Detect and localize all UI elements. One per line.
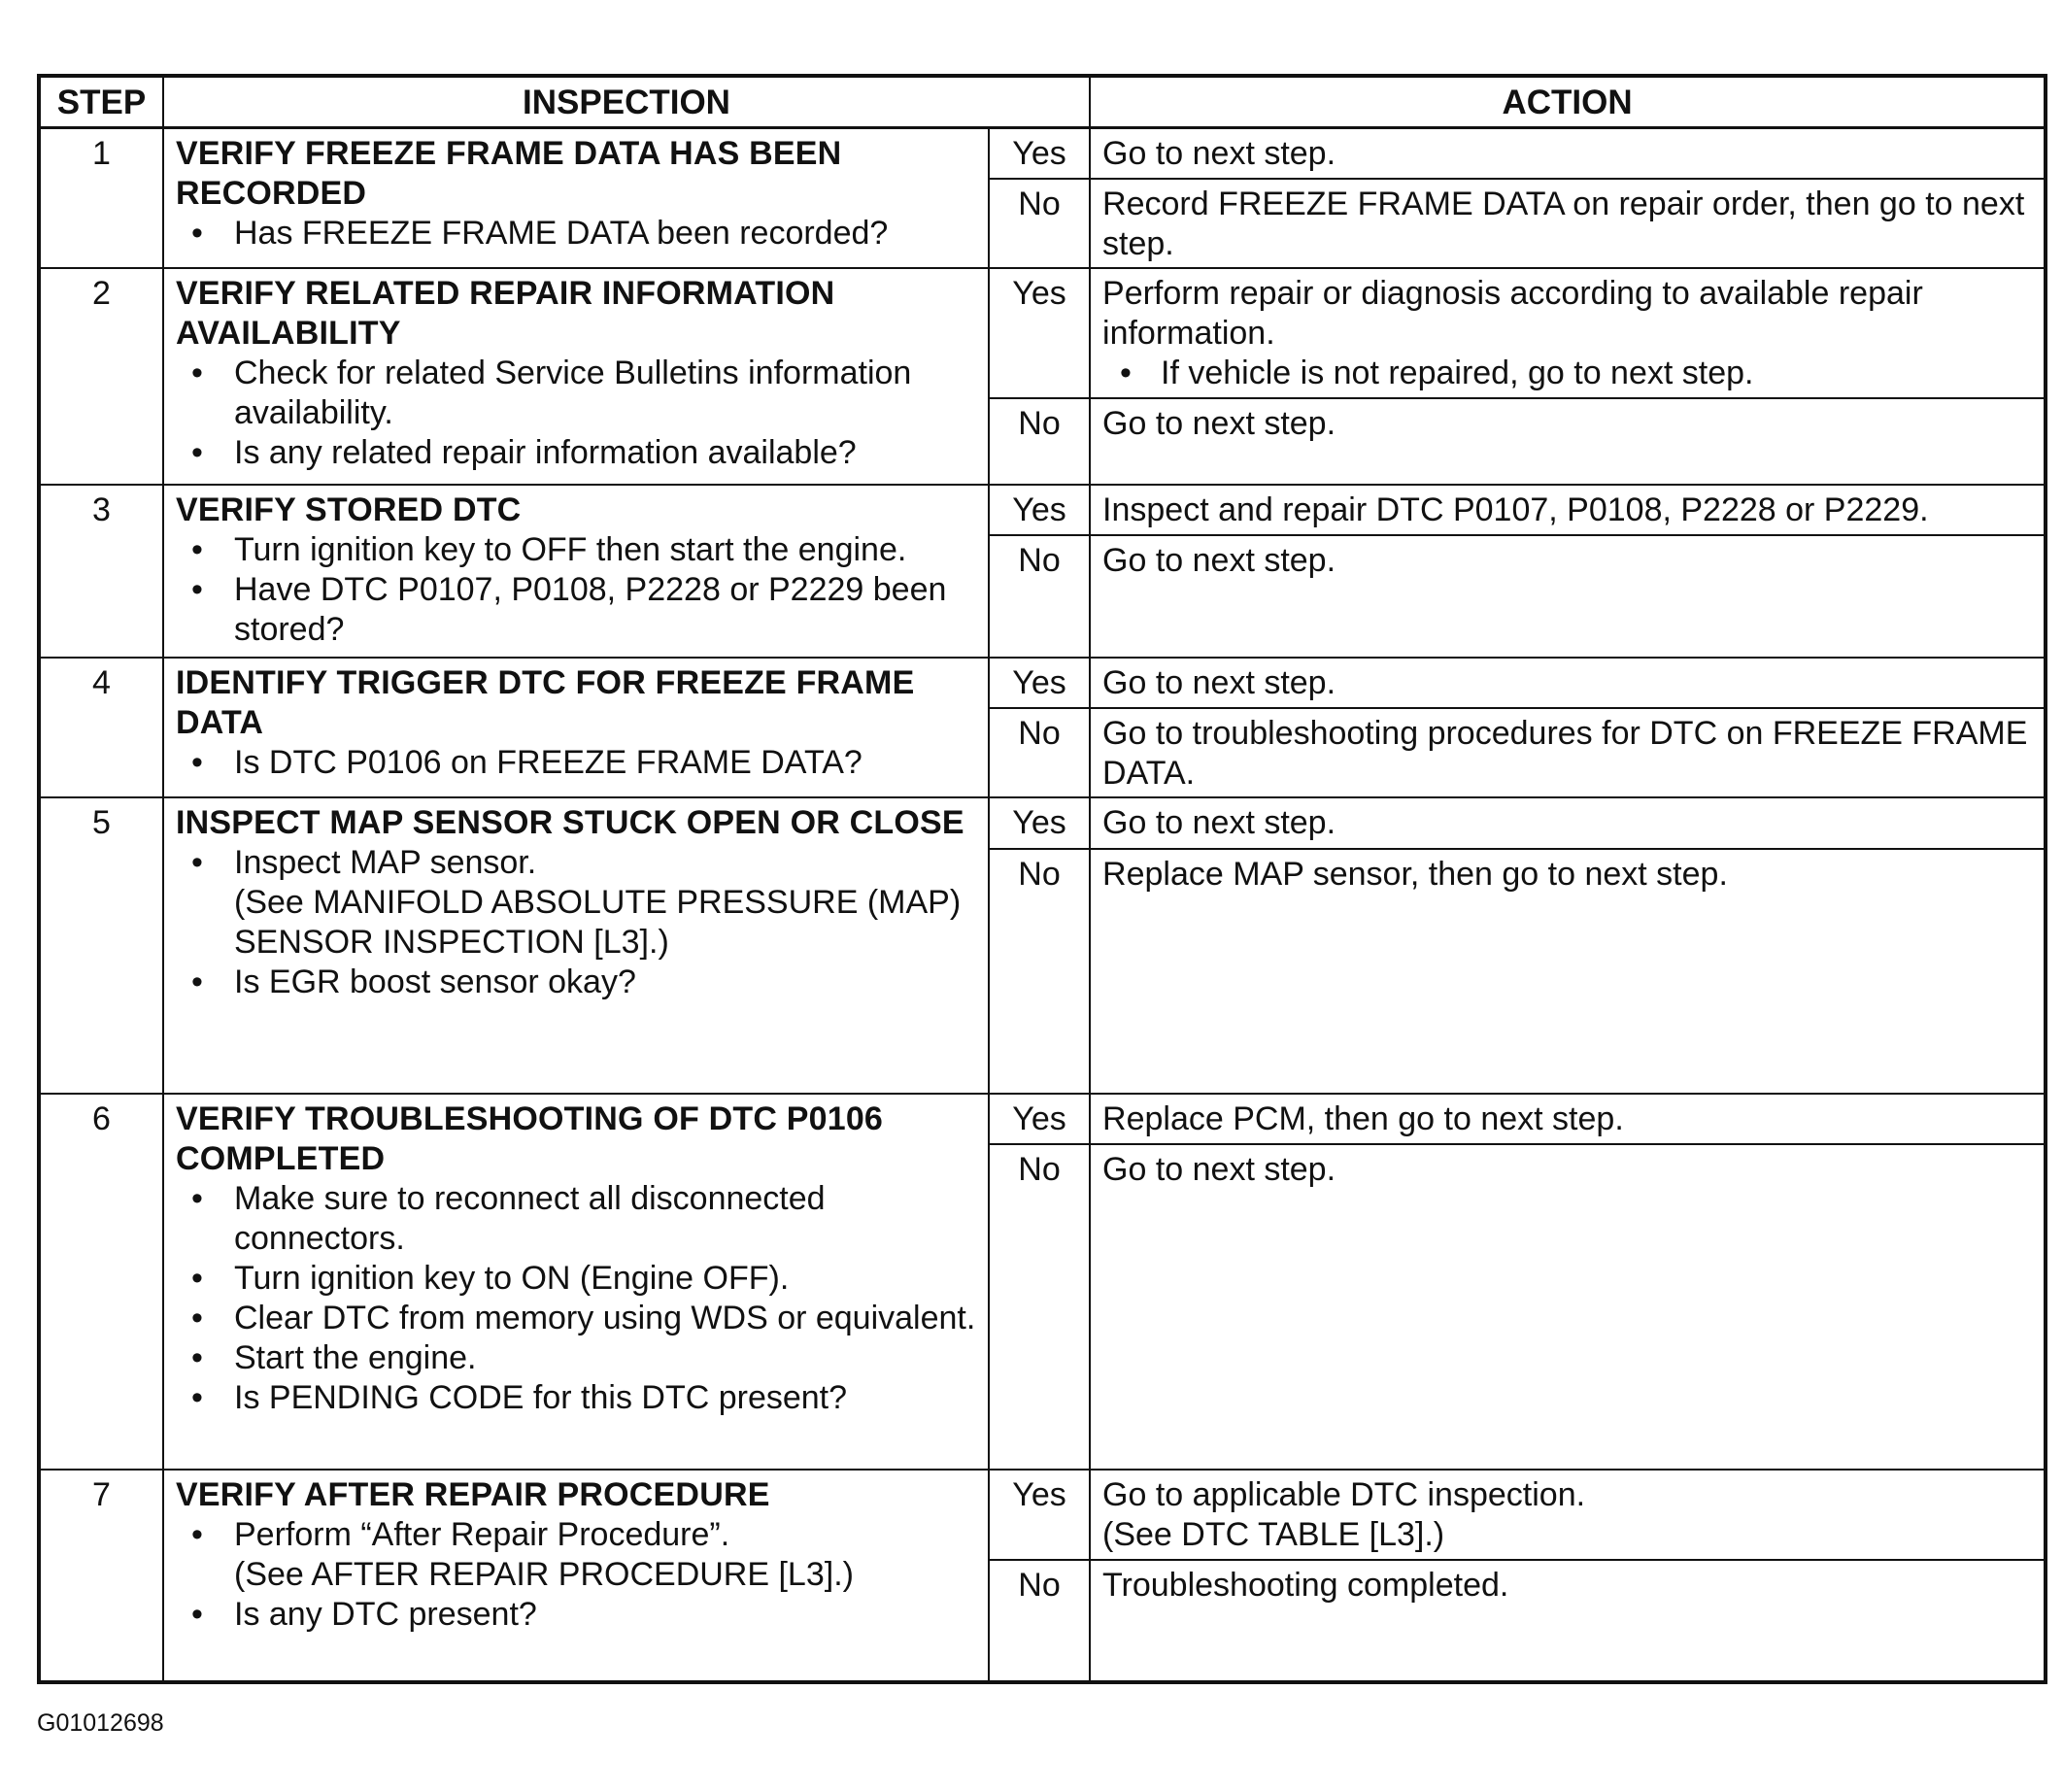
inspection-bullet: • Is PENDING CODE for this DTC present?: [176, 1378, 976, 1418]
step-column-header: STEP: [39, 76, 163, 128]
table-row: [39, 658, 2046, 708]
inspection-bullet: • Start the engine.: [176, 1338, 976, 1378]
table-row: [39, 485, 2046, 535]
yes-label: Yes: [989, 485, 1090, 535]
yes-action-cell: [1090, 1470, 2046, 1559]
inspection-bullets: [176, 530, 976, 650]
inspection-bullet: [176, 843, 976, 963]
table-row: [39, 128, 2046, 179]
inspection-bullet: • Have DTC P0107, P0108, P2228 or P2229 been stored?: [176, 570, 976, 650]
inspection-title: VERIFY STORED DTC: [176, 490, 522, 528]
table-header-row: [39, 76, 2046, 128]
no-action: Go to next step.: [1090, 535, 2046, 658]
yes-action: Replace PCM, then go to next step.: [1090, 1094, 2046, 1144]
inspection-bullet: • Is any DTC present?: [176, 1595, 976, 1635]
yes-label: Yes: [989, 1470, 1090, 1559]
step-number: 2: [39, 268, 163, 485]
inspection-cell: [163, 658, 989, 797]
inspection-bullets: [176, 214, 976, 254]
table-row: [39, 268, 2046, 398]
no-action: Replace MAP sensor, then go to next step.: [1090, 849, 2046, 1095]
inspection-title: VERIFY RELATED REPAIR INFORMATION AVAILABILITY: [176, 274, 835, 352]
inspection-title: IDENTIFY TRIGGER DTC FOR FREEZE FRAME DATA: [176, 663, 915, 741]
inspection-bullet: [176, 1515, 976, 1595]
yes-label: Yes: [989, 128, 1090, 179]
inspection-bullets: [176, 743, 976, 783]
inspection-bullet: • Check for related Service Bulletins information availability.: [176, 354, 976, 433]
no-label: No: [989, 1144, 1090, 1470]
inspection-cell: [163, 1094, 989, 1470]
inspection-title: INSPECT MAP SENSOR STUCK OPEN OR CLOSE: [176, 804, 964, 842]
yes-action-reference: (See DTC TABLE [L3].): [1102, 1516, 1445, 1554]
no-label: No: [989, 708, 1090, 797]
yes-label: Yes: [989, 1094, 1090, 1144]
yes-action: Go to applicable DTC inspection.: [1102, 1476, 1586, 1514]
inspection-bullet: • Turn ignition key to OFF then start the engine.: [176, 530, 976, 570]
yes-action: Go to next step.: [1090, 658, 2046, 708]
no-label: No: [989, 179, 1090, 268]
no-action: Record FREEZE FRAME DATA on repair order, then go to next step.: [1090, 179, 2046, 268]
inspection-cell: [163, 797, 989, 1094]
no-label: No: [989, 1560, 1090, 1682]
step-number: 4: [39, 658, 163, 797]
action-column-header: ACTION: [1090, 76, 2046, 128]
inspection-bullet-text: Perform “After Repair Procedure”.: [234, 1516, 730, 1554]
inspection-bullet-text: Inspect MAP sensor.: [234, 844, 537, 882]
inspection-title: VERIFY AFTER REPAIR PROCEDURE: [176, 1476, 770, 1514]
yes-action: Go to next step.: [1090, 128, 2046, 179]
step-number: 5: [39, 797, 163, 1094]
inspection-cell: [163, 128, 989, 268]
inspection-title: VERIFY FREEZE FRAME DATA HAS BEEN RECORDED: [176, 135, 842, 212]
table-row: [39, 1094, 2046, 1144]
inspection-column-header: INSPECTION: [163, 76, 1090, 128]
step-number: 7: [39, 1470, 163, 1682]
inspection-bullet: • Is DTC P0106 on FREEZE FRAME DATA?: [176, 743, 976, 783]
inspection-reference: (See AFTER REPAIR PROCEDURE [L3].): [234, 1556, 854, 1594]
table-row: [39, 1470, 2046, 1559]
inspection-bullet: • Make sure to reconnect all disconnected connectors.: [176, 1179, 976, 1259]
inspection-bullets: [176, 354, 976, 473]
table-row: [39, 797, 2046, 848]
yes-action-bullet: • If vehicle is not repaired, go to next step.: [1161, 354, 2032, 393]
figure-id: G01012698: [37, 1709, 164, 1737]
inspection-cell: [163, 485, 989, 658]
no-action: Troubleshooting completed.: [1090, 1560, 2046, 1682]
inspection-bullet: • Is EGR boost sensor okay?: [176, 963, 976, 1002]
yes-label: Yes: [989, 797, 1090, 848]
inspection-bullet: • Turn ignition key to ON (Engine OFF).: [176, 1259, 976, 1299]
step-number: 6: [39, 1094, 163, 1470]
yes-action: Go to next step.: [1090, 797, 2046, 848]
no-label: No: [989, 398, 1090, 484]
inspection-title: VERIFY TROUBLESHOOTING OF DTC P0106 COMPLETED: [176, 1100, 884, 1178]
yes-action: Perform repair or diagnosis according to available repair information.: [1102, 274, 1923, 352]
inspection-cell: [163, 1470, 989, 1682]
diagnostic-procedure-table: [37, 74, 2047, 1684]
yes-action-cell: [1090, 268, 2046, 398]
yes-action: Inspect and repair DTC P0107, P0108, P2228 or P2229.: [1090, 485, 2046, 535]
no-action: Go to next step.: [1090, 398, 2046, 484]
inspection-bullets: [176, 843, 976, 1002]
no-action: Go to next step.: [1090, 1144, 2046, 1470]
no-label: No: [989, 535, 1090, 658]
inspection-bullet: • Has FREEZE FRAME DATA been recorded?: [176, 214, 976, 254]
inspection-bullets: [176, 1515, 976, 1635]
inspection-bullets: [176, 1179, 976, 1418]
yes-action-bullets: [1102, 354, 2032, 393]
inspection-reference: (See MANIFOLD ABSOLUTE PRESSURE (MAP) SENSOR INSPECTION [L3].): [234, 884, 962, 962]
yes-label: Yes: [989, 268, 1090, 398]
yes-label: Yes: [989, 658, 1090, 708]
step-number: 3: [39, 485, 163, 658]
no-action: Go to troubleshooting procedures for DTC on FREEZE FRAME DATA.: [1090, 708, 2046, 797]
inspection-cell: [163, 268, 989, 485]
inspection-bullet: • Clear DTC from memory using WDS or equivalent.: [176, 1299, 976, 1338]
inspection-bullet: • Is any related repair information available?: [176, 433, 976, 473]
no-label: No: [989, 849, 1090, 1095]
step-number: 1: [39, 128, 163, 268]
